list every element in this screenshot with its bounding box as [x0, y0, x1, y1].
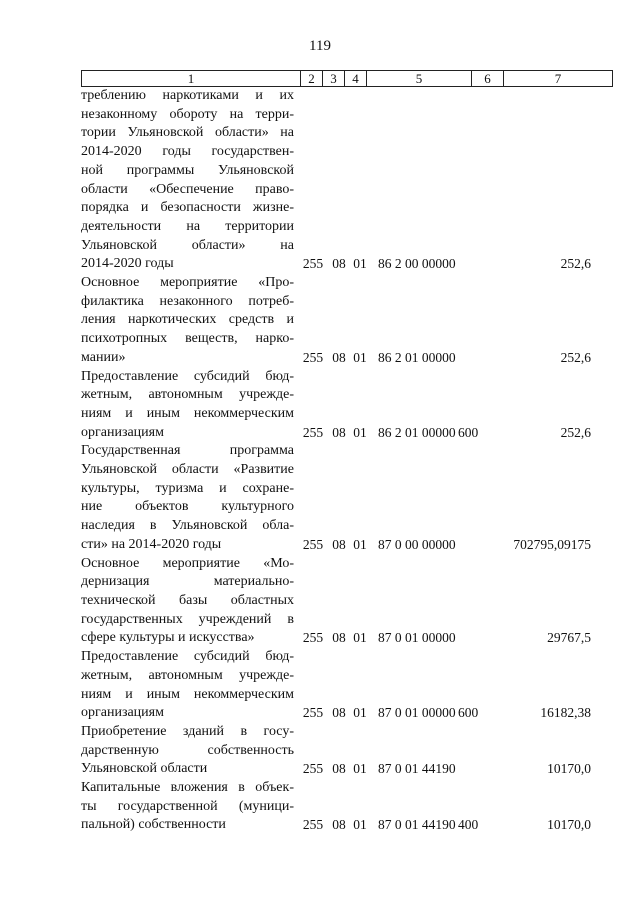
cell-col-4: 01 — [353, 705, 367, 721]
cell-col-7: 702795,09175 — [513, 536, 591, 552]
description-line: Ульяновской области» на — [81, 237, 294, 253]
cell-col-6: 600 — [458, 705, 479, 721]
cell-col-2: 255 — [302, 424, 324, 440]
description-line: Ульяновской области — [81, 761, 208, 777]
description-line: сти» на 2014-2020 годы — [81, 536, 222, 552]
cell-col-4: 01 — [353, 256, 367, 272]
cell-col-5: 87 0 01 44190 — [378, 817, 456, 833]
description-line: сфере культуры и искусства» — [81, 630, 255, 646]
table-row — [81, 368, 611, 443]
description-line: Ульяновской области «Развитие — [81, 462, 294, 478]
description-line: 2014-2020 годы — [81, 256, 174, 272]
cell-col-2: 255 — [302, 705, 324, 721]
description-line: мании» — [81, 349, 126, 365]
cell-col-2: 255 — [302, 817, 324, 833]
cell-col-2: 255 — [302, 630, 324, 646]
description-line: тории Ульяновской области» на — [81, 125, 294, 141]
row-description — [81, 87, 294, 274]
description-line: Предоставление субсидий бюд- — [81, 649, 294, 665]
table-row — [81, 555, 611, 649]
description-line: организациям — [81, 424, 164, 440]
description-line: Основное мероприятие «Про- — [81, 275, 294, 291]
table-row — [81, 442, 611, 554]
description-line: области «Обеспечение право- — [81, 181, 294, 197]
description-line: ниям и иным некоммерческим — [81, 405, 294, 421]
description-line: Предоставление субсидий бюд- — [81, 368, 294, 384]
header-col-7: 7 — [554, 71, 562, 86]
row-description — [81, 723, 294, 779]
description-line: ниям и иным некоммерческим — [81, 686, 294, 702]
description-line: ления наркотических средств и — [81, 312, 294, 328]
description-line: жетным, автономным учрежде- — [81, 387, 294, 403]
description-line: треблению наркотиками и их — [81, 88, 294, 103]
header-col-4: 4 — [345, 71, 367, 86]
cell-col-7: 10170,0 — [547, 761, 591, 777]
table-header — [81, 70, 613, 87]
cell-col-4: 01 — [353, 349, 367, 365]
cell-col-2: 255 — [302, 536, 324, 552]
table-row — [81, 648, 611, 723]
cell-col-4: 01 — [353, 817, 367, 833]
cell-col-7: 252,6 — [560, 424, 591, 440]
row-description — [81, 442, 294, 554]
table-body — [81, 87, 611, 835]
cell-col-4: 01 — [353, 536, 367, 552]
row-description — [81, 368, 294, 443]
description-line: культуры, туризма и сохране- — [81, 480, 294, 496]
cell-col-5: 86 2 00 00000 — [378, 256, 456, 272]
description-line: Основное мероприятие «Мо- — [81, 555, 294, 571]
cell-col-2: 255 — [302, 761, 324, 777]
cell-col-5: 87 0 00 00000 — [378, 536, 456, 552]
table-row — [81, 723, 611, 779]
description-line: технической базы областных — [81, 592, 294, 608]
description-line: Государственная программа — [81, 443, 294, 459]
description-line: 2014-2020 годы государствен- — [81, 144, 294, 160]
description-line: ной программы Ульяновской — [81, 162, 294, 178]
cell-col-3: 08 — [332, 349, 346, 365]
description-line: деятельности на территории — [81, 218, 294, 234]
cell-col-5: 87 0 01 00000 — [378, 630, 456, 646]
cell-col-6: 400 — [458, 817, 479, 833]
description-line: незаконному обороту на терри- — [81, 106, 294, 122]
cell-col-2: 255 — [302, 349, 324, 365]
description-line: порядка и безопасности жизне- — [81, 200, 294, 216]
cell-col-3: 08 — [332, 424, 346, 440]
row-description — [81, 648, 294, 723]
table-row — [81, 779, 611, 835]
description-line: ты государственной (муници- — [81, 798, 294, 814]
cell-col-4: 01 — [353, 761, 367, 777]
cell-col-3: 08 — [332, 705, 346, 721]
cell-col-5: 86 2 01 00000 — [378, 349, 456, 365]
cell-col-5: 87 0 01 44190 — [378, 761, 456, 777]
description-line: жетным, автономным учрежде- — [81, 667, 294, 683]
description-line: пальной) собственности — [81, 817, 226, 833]
description-line: ние объектов культурного — [81, 499, 294, 515]
description-line: филактика незаконного потреб- — [81, 293, 294, 309]
cell-col-4: 01 — [353, 424, 367, 440]
description-line: наследия в Ульяновской обла- — [81, 518, 294, 534]
cell-col-3: 08 — [332, 536, 346, 552]
cell-col-7: 252,6 — [560, 349, 591, 365]
cell-col-3: 08 — [332, 630, 346, 646]
row-description — [81, 274, 294, 368]
cell-col-7: 29767,5 — [547, 630, 591, 646]
description-line: дарственную собственность — [81, 742, 294, 758]
cell-col-5: 86 2 01 00000 — [378, 424, 456, 440]
header-col-1: 1 — [82, 71, 301, 86]
header-col-3: 3 — [323, 71, 345, 86]
table-row — [81, 274, 611, 368]
cell-col-6: 600 — [458, 424, 479, 440]
page-number: 119 — [309, 38, 331, 54]
description-line: организациям — [81, 705, 164, 721]
table-row — [81, 87, 611, 274]
cell-col-7: 16182,38 — [540, 705, 591, 721]
cell-col-3: 08 — [332, 761, 346, 777]
cell-col-2: 255 — [302, 256, 324, 272]
cell-col-3: 08 — [332, 256, 346, 272]
row-description — [81, 555, 294, 649]
description-line: Капитальные вложения в объек- — [81, 780, 294, 796]
row-description — [81, 779, 294, 835]
description-line: психотропных веществ, нарко- — [81, 331, 294, 347]
cell-col-5: 87 0 01 00000 — [378, 705, 456, 721]
cell-col-7: 252,6 — [560, 256, 591, 272]
header-col-2: 2 — [301, 71, 323, 86]
description-line: дернизация материально- — [81, 574, 294, 590]
header-col-6: 6 — [472, 71, 504, 86]
description-line: государственных учреждений в — [81, 611, 294, 627]
header-col-5: 5 — [367, 71, 472, 86]
cell-col-3: 08 — [332, 817, 346, 833]
description-line: Приобретение зданий в госу- — [81, 723, 294, 739]
cell-col-7: 10170,0 — [547, 817, 591, 833]
cell-col-4: 01 — [353, 630, 367, 646]
